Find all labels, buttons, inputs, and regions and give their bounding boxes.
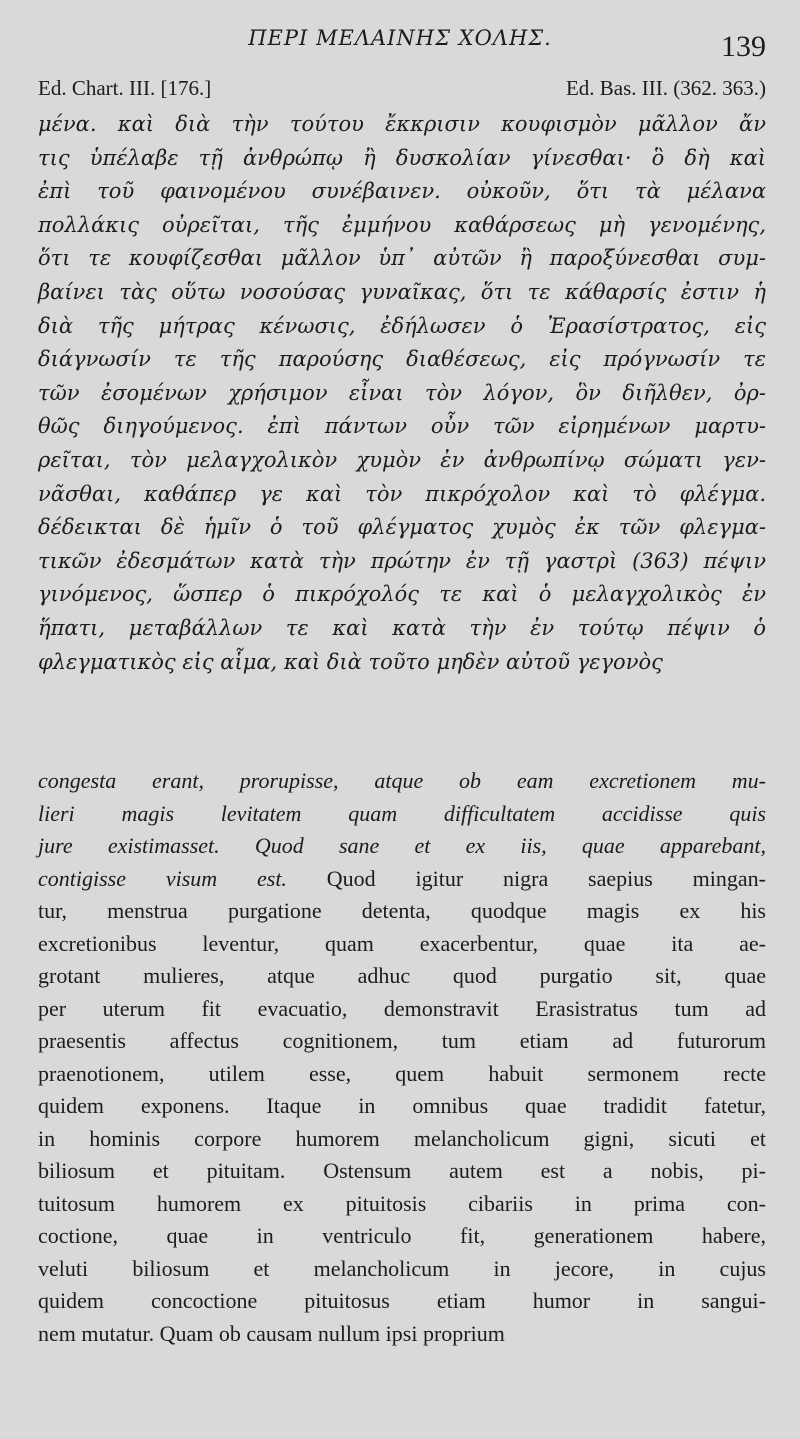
greek-line: ἥπατι, μεταβάλλων τε καὶ κατὰ τὴν ἐν τούτῳ πέψιν ὁ (38, 615, 766, 640)
latin-line: grotant mulieres, atque adhuc quod purgatio sit, quae (38, 963, 766, 988)
latin-line: veluti biliosum et melancholicum in jecore, in cujus (38, 1255, 766, 1281)
latin-text-block (38, 765, 766, 1350)
edition-chartier-ref: Ed. Chart. III. [176.] (38, 76, 212, 100)
latin-line: nem mutatur. Quam ob causam nullum ipsi proprium (38, 1320, 505, 1346)
greek-line: τῶν ἐσομένων χρήσιμον εἶναι τὸν λόγον, ὃν διῆλθεν, ὀρ- (38, 380, 766, 405)
greek-line: διάγνωσίν τε τῆς παρούσης διαθέσεως, εἰς πρόγνωσίν τε (38, 347, 766, 372)
edition-basel-ref: Ed. Bas. III. (362. 363.) (565, 76, 766, 100)
greek-line: νᾶσθαι, καθάπερ γε καὶ τὸν πικρόχολον καὶ τὸ φλέγμα. (38, 481, 766, 506)
latin-line: per uterum fit evacuatio, demonstravit Erasistratus tum ad (38, 995, 766, 1021)
greek-line: δέδεικται δὲ ἡμῖν ὁ τοῦ φλέγματος χυμὸς ἐκ τῶν φλεγμα- (38, 515, 766, 540)
latin-line-mixed (38, 863, 766, 896)
greek-line: ὅτι τε κουφίζεσθαι μᾶλλον ὑπ᾽ αὐτῶν ἢ παροξύνεσθαι συμ- (38, 246, 766, 271)
greek-line: τικῶν ἐδεσμάτων κατὰ τὴν πρώτην ἐν τῇ γαστρὶ (363) πέψιν (38, 548, 766, 573)
latin-line: quidem concoctione pituitosus etiam humor in sangui- (38, 1288, 766, 1313)
latin-line: tuitosum humorem ex pituitosis cibariis in prima con- (38, 1190, 766, 1216)
running-title: ΠΕΡΙ ΜΕΛΑΙΝΗΣ ΧΟΛΗΣ. (248, 26, 552, 50)
greek-line: τις ὑπέλαβε τῇ ἀνθρώπῳ ἢ δυσκολίαν γίνεσθαι· ὃ δὴ καὶ (38, 145, 766, 170)
greek-line: πολλάκις οὐρεῖται, τῆς ἐμμήνου καθάρσεως μὴ γενομένης, (38, 212, 766, 237)
greek-line: μένα. καὶ διὰ τὴν τούτου ἔκκρισιν κουφισμὸν μᾶλλον ἄν (38, 112, 766, 136)
latin-line: excretionibus leventur, quam exacerbentur, quae ita ae- (38, 930, 766, 956)
greek-line: διὰ τῆς μήτρας κένωσις, ἐδήλωσεν ὁ Ἐρασίστρατος, εἰς (38, 313, 766, 338)
latin-line: in hominis corpore humorem melancholicum gigni, sicuti et (38, 1125, 766, 1151)
greek-text-block (38, 108, 766, 679)
greek-line: θῶς διηγούμενος. ἐπὶ πάντων οὖν τῶν εἰρημένων μαρτυ- (38, 414, 766, 439)
greek-line: γινόμενος, ὥσπερ ὁ πικρόχολός τε καὶ ὁ μελαγχολικὸς ἐν (38, 582, 766, 607)
page-number: 139 (721, 30, 766, 63)
latin-line-italic: jure existimasset. Quod sane et ex iis, quae apparebant, (38, 833, 766, 858)
greek-line: βαίνει τὰς οὕτω νοσούσας γυναῖκας, ὅτι τε κάθαρσίς ἐστιν ἡ (38, 279, 766, 304)
latin-line: biliosum et pituitam. Ostensum autem est a nobis, pi- (38, 1158, 766, 1183)
greek-line: ἐπὶ τοῦ φαινομένου συνέβαινεν. οὐκοῦν, ὅτι τὰ μέλανα (38, 179, 766, 204)
latin-line: quidem exponens. Itaque in omnibus quae tradidit fatetur, (38, 1093, 766, 1118)
edition-references (38, 76, 766, 101)
latin-line-italic: congesta erant, prorupisse, atque ob eam excretionem mu- (38, 768, 766, 793)
latin-line: praesentis affectus cognitionem, tum etiam ad futurorum (38, 1028, 766, 1053)
latin-line: praenotionem, utilem esse, quem habuit sermonem recte (38, 1060, 766, 1086)
latin-line: coctione, quae in ventriculo fit, generationem habere, (38, 1223, 766, 1248)
latin-roman-fragment: Quod igitur nigra saepius mingan- (326, 865, 766, 891)
latin-line-italic: lieri magis levitatem quam difficultatem accidisse quis (38, 800, 766, 826)
latin-line: tur, menstrua purgatione detenta, quodque magis ex his (38, 898, 766, 923)
greek-line: φλεγματικὸς εἰς αἷμα, καὶ διὰ τοῦτο μηδὲν αὐτοῦ γεγονὸς (38, 649, 663, 674)
latin-italic-fragment: contigisse visum est. (38, 865, 287, 891)
greek-line: ρεῖται, τὸν μελαγχολικὸν χυμὸν ἐν ἀνθρωπίνῳ σώματι γεν- (38, 447, 766, 472)
